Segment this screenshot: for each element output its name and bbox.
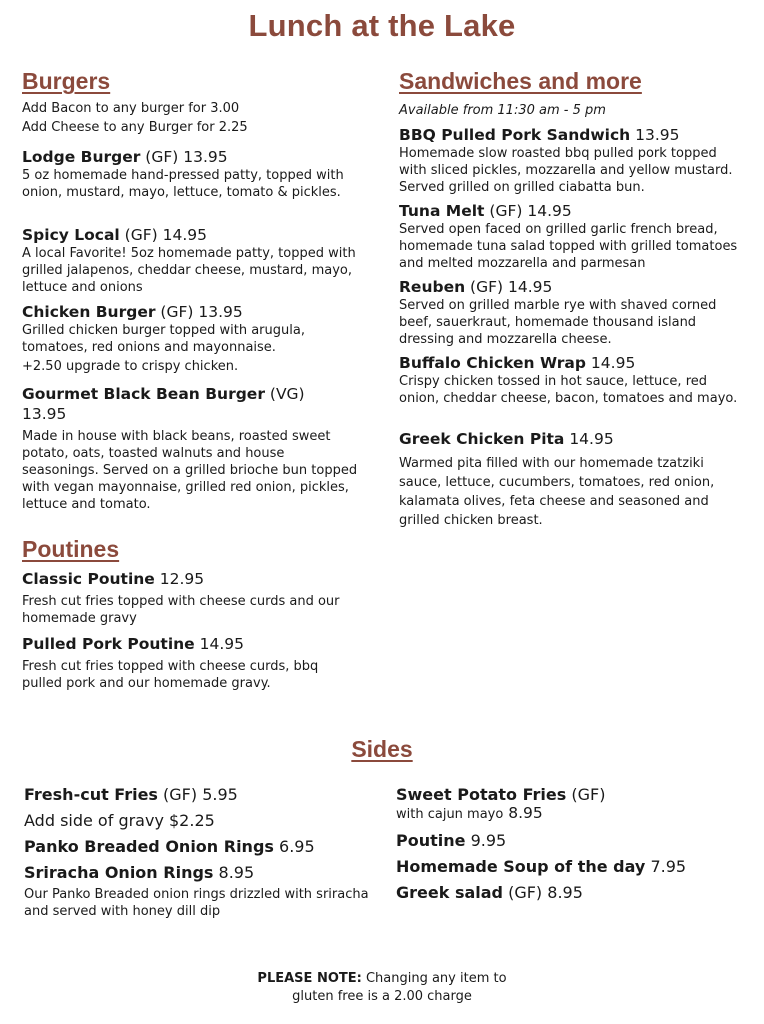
menu-item-greek-chicken-pita <box>399 429 744 530</box>
item-name: Fresh-cut Fries <box>24 785 158 804</box>
item-description: Served on grilled marble rye with shaved corned beef, sauerkraut, homemade thousand island dressing and mozzarella cheese. <box>399 298 717 347</box>
item-price: 13.95 <box>630 126 680 144</box>
note-text-line2: gluten free is a 2.00 charge <box>292 989 472 1004</box>
side-gravy: Add side of gravy $2.25 <box>24 811 215 830</box>
item-name: Buffalo Chicken Wrap <box>399 354 586 372</box>
item-name: Reuben <box>399 278 466 296</box>
menu-item-buffalo-chicken-wrap <box>399 353 744 407</box>
item-description: Homemade slow roasted bbq pulled pork topped with sliced pickles, mozzarella and yellow mustard. Served grilled on grilled ciabatta bun. <box>399 146 733 195</box>
item-tag: (GF) <box>465 278 504 296</box>
item-description: Made in house with black beans, roasted sweet potato, oats, toasted walnuts and house seasonings. Served on a grilled brioche bun topped with vegan mayonnaise, grilled red onion, pickles, lettuce and tomato. <box>22 429 358 512</box>
item-name: Poutine <box>396 831 466 850</box>
menu-item-tuna-melt <box>399 201 744 272</box>
item-description: Warmed pita filled with our homemade tzatziki sauce, lettuce, cucumbers, tomatoes, red onion, kalamata olives, feta cheese and seasoned and grilled chicken breast. <box>399 456 715 528</box>
burgers-addons <box>22 99 362 137</box>
item-tag: (GF) <box>566 785 606 804</box>
poutines-heading: Poutines <box>22 536 120 562</box>
item-price: 13.95 <box>193 303 243 321</box>
sides-heading: Sides <box>351 736 413 762</box>
item-name: BBQ Pulled Pork Sandwich <box>399 126 631 144</box>
item-price: 8.95 <box>503 804 543 822</box>
item-name: Pulled Pork Poutine <box>22 635 195 653</box>
item-price: 9.95 <box>465 831 507 850</box>
side-soup-of-the-day <box>396 854 746 880</box>
side-greek-salad <box>396 880 746 906</box>
side-panko-onion-rings <box>24 834 374 860</box>
menu-item-pulled-pork-poutine <box>22 634 362 692</box>
item-description: Fresh cut fries topped with cheese curds, bbq pulled pork and our homemade gravy. <box>22 659 319 691</box>
item-name: Greek Chicken Pita <box>399 430 565 448</box>
item-name: Spicy Local <box>22 226 120 244</box>
item-price: 7.95 <box>645 857 687 876</box>
item-price: 14.95 <box>522 202 572 220</box>
item-price: 13.95 <box>183 148 228 166</box>
item-name: Panko Breaded Onion Rings <box>24 837 274 856</box>
page-title: Lunch at the Lake <box>248 8 516 43</box>
item-price: 12.95 <box>154 570 205 588</box>
item-tag: (VG) <box>264 385 305 403</box>
menu-item-reuben <box>399 277 744 348</box>
item-name: Chicken Burger <box>22 303 156 321</box>
menu-item-lodge-burger <box>22 147 362 201</box>
menu-item-bbq-pulled-pork <box>399 125 744 196</box>
gluten-free-note <box>0 970 764 1006</box>
item-price: 8.95 <box>213 863 255 882</box>
item-tag: (GF) <box>140 148 184 166</box>
item-name: Homemade Soup of the day <box>396 857 646 876</box>
item-name: Sriracha Onion Rings <box>24 863 214 882</box>
item-price: 14.95 <box>564 430 614 448</box>
side-fresh-cut-fries <box>24 782 374 808</box>
burgers-heading: Burgers <box>22 68 111 94</box>
item-name: Lodge Burger <box>22 148 141 166</box>
availability-note: Available from 11:30 am - 5 pm <box>399 103 606 118</box>
item-name: Greek salad <box>396 883 503 902</box>
item-description: Crispy chicken tossed in hot sauce, lettuce, red onion, cheddar cheese, bacon, tomatoes and mayo. <box>399 374 738 406</box>
item-description: Grilled chicken burger topped with arugula, tomatoes, red onions and mayonnaise. <box>22 323 305 355</box>
item-price: 5.95 <box>197 785 238 804</box>
item-tag: (GF) <box>484 202 523 220</box>
item-name: Tuna Melt <box>399 202 485 220</box>
addon-cheese: Add Cheese to any Burger for 2.25 <box>22 120 248 135</box>
item-tag: (GF) <box>155 303 194 321</box>
sides-right-column <box>396 782 746 906</box>
side-poutine <box>396 828 746 854</box>
sandwiches-heading: Sandwiches and more <box>399 68 642 94</box>
menu-item-classic-poutine <box>22 569 362 627</box>
item-price: 6.95 <box>273 837 315 856</box>
item-description: A local Favorite! 5oz homemade patty, topped with grilled jalapenos, cheddar cheese, mustard, mayo, lettuce and onions <box>22 246 356 295</box>
item-tag: (GF) <box>503 883 543 902</box>
item-price: 14.95 <box>586 354 636 372</box>
item-description: Our Panko Breaded onion rings drizzled with sriracha and served with honey dill dip <box>24 887 369 919</box>
item-description: Served open faced on grilled garlic french bread, homemade tuna salad topped with grilled tomatoes and melted mozzarella and parmesan <box>399 222 738 271</box>
menu-item-black-bean-burger <box>22 384 362 513</box>
item-tag: (GF) <box>157 785 198 804</box>
item-price: 8.95 <box>542 883 583 902</box>
item-name: Classic Poutine <box>22 570 155 588</box>
item-name: Sweet Potato Fries <box>396 785 567 804</box>
menu-item-chicken-burger <box>22 302 362 375</box>
addon-bacon: Add Bacon to any burger for 3.00 <box>22 101 240 116</box>
item-description: 5 oz homemade hand-pressed patty, topped with onion, mustard, mayo, lettuce, tomato & pickles. <box>22 168 344 200</box>
item-price: 13.95 <box>22 405 67 423</box>
item-price: 14.95 <box>157 226 208 244</box>
note-label: PLEASE NOTE: <box>257 971 362 986</box>
menu-item-spicy-local <box>22 225 362 296</box>
item-description: Fresh cut fries topped with cheese curds and our homemade gravy <box>22 594 340 626</box>
item-name: Gourmet Black Bean Burger <box>22 385 265 403</box>
sides-left-column <box>24 782 374 920</box>
item-upgrade: +2.50 upgrade to crispy chicken. <box>22 359 239 374</box>
side-sriracha-onion-rings <box>24 860 374 886</box>
note-text: Changing any item to <box>361 971 507 986</box>
item-price: 14.95 <box>194 635 245 653</box>
item-price: 14.95 <box>503 278 553 296</box>
item-description: with cajun mayo <box>396 807 504 822</box>
item-tag: (GF) <box>119 226 158 244</box>
